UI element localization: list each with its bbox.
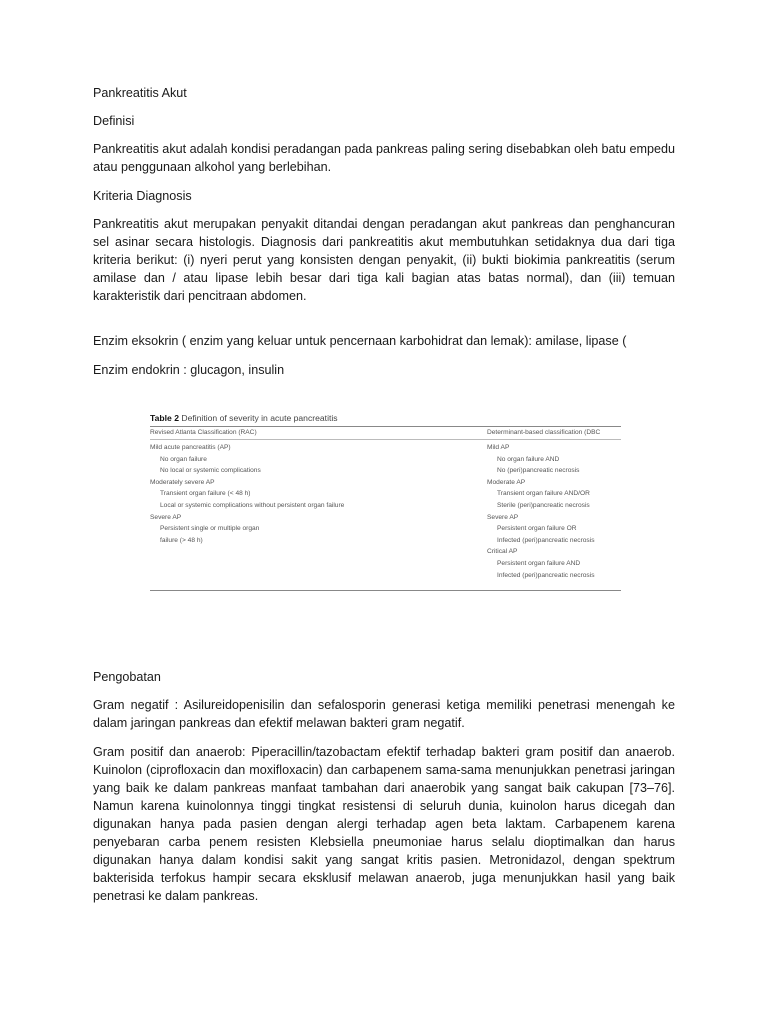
heading-pengobatan: Pengobatan bbox=[93, 670, 161, 684]
dbc-row: Moderate AP bbox=[487, 478, 526, 486]
rac-row: No organ failure bbox=[160, 455, 207, 463]
dbc-row: No (peri)pancreatic necrosis bbox=[497, 467, 580, 475]
dbc-row: Persistent organ failure OR bbox=[497, 525, 577, 533]
dbc-row: Mild AP bbox=[487, 444, 510, 451]
document-page-continued bbox=[93, 668, 675, 916]
rac-row: Transient organ failure (< 48 h) bbox=[160, 490, 251, 498]
rac-row: Severe AP bbox=[150, 513, 182, 521]
table-header-left: Revised Atlanta Classification (RAC) bbox=[150, 429, 257, 436]
rac-row: Local or systemic complications without persistent organ failure bbox=[160, 501, 345, 509]
spacer bbox=[93, 316, 675, 332]
heading-definisi: Definisi bbox=[93, 114, 135, 128]
table-body bbox=[150, 440, 621, 581]
rac-row: Moderately severe AP bbox=[150, 478, 215, 486]
dbc-row: No organ failure AND bbox=[497, 455, 560, 463]
dbc-row: Persistent organ failure AND bbox=[497, 559, 581, 567]
paragraph-gram-positif: Gram positif dan anaerob: Piperacillin/tazobactam efektif terhadap bakteri gram positif dan anaerob. Kuinolon (ciprofloxacin dan moxifloxacin) dan carbapenem sama-sama menunjukkan penetrasi jaringan yang baik ke dalam pankreas manfaat tambahan dari anaerobik yang sangat baik cakupan [73–76]. Namun karena kuinolonnya tinggi tingkat resistensi di seluruh dunia, kuinolon harus dicegah dan digunakan hanya pada pasien dengan alergi terhadap agen beta laktam. Carbapenem karena penyebaran carba penem resisten Klebsiella pneumoniae harus selalu dioptimalkan dan harus digunakan hanya dalam kondisi sakit yang sangat kritis pasien. Metronidazol, dengan spektrum bakterisida terfokus hampir secara eksklusif melawan anaerob, juga menunjukkan hasil yang baik penetrasi ke dalam pankreas. bbox=[93, 745, 675, 903]
dbc-row: Critical AP bbox=[487, 548, 518, 556]
dbc-row: Sterile (peri)pancreatic necrosis bbox=[497, 501, 590, 509]
table-caption bbox=[150, 413, 621, 424]
table-label: Table 2 bbox=[150, 413, 179, 423]
table-column-dbc bbox=[487, 442, 621, 581]
paragraph-enzim-endokrin: Enzim endokrin : glucagon, insulin bbox=[93, 363, 285, 377]
dbc-row: Transient organ failure AND/OR bbox=[497, 490, 590, 498]
dbc-row: Severe AP bbox=[487, 513, 519, 521]
table-header bbox=[150, 427, 621, 439]
severity-table-image bbox=[150, 413, 621, 591]
dbc-row: Infected (peri)pancreatic necrosis bbox=[497, 536, 595, 544]
paragraph-enzim-eksokrin: Enzim eksokrin ( enzim yang keluar untuk pencernaan karbohidrat dan lemak): amilase, lipase ( bbox=[93, 334, 627, 348]
rac-row: Mild acute pancreatitis (AP) bbox=[150, 444, 231, 451]
table-bottom-rule bbox=[150, 590, 621, 591]
paragraph-gram-negatif: Gram negatif : Asilureidopenisilin dan sefalosporin generasi ketiga memiliki penetrasi menengah ke dalam jaringan pankreas dan efektif melawan bakteri gram negatif. bbox=[93, 698, 675, 730]
heading-kriteria-diagnosis: Kriteria Diagnosis bbox=[93, 189, 192, 203]
dbc-row: Infected (peri)pancreatic necrosis bbox=[497, 571, 595, 579]
document-page bbox=[93, 84, 675, 390]
rac-row: No local or systemic complications bbox=[160, 467, 261, 475]
rac-row: failure (> 48 h) bbox=[160, 536, 203, 544]
rac-row: Persistent single or multiple organ bbox=[160, 525, 260, 533]
table-caption-text: Definition of severity in acute pancreatitis bbox=[181, 413, 338, 423]
paragraph-definisi: Pankreatitis akut adalah kondisi peradangan pada pankreas paling sering disebabkan oleh batu empedu atau penggunaan alkohol yang berlebihan. bbox=[93, 142, 675, 174]
table-column-rac bbox=[150, 442, 450, 581]
document-title: Pankreatitis Akut bbox=[93, 86, 187, 100]
paragraph-kriteria-diagnosis: Pankreatitis akut merupakan penyakit ditandai dengan peradangan akut pankreas dan penghancuran sel asinar secara histologis. Diagnosis dari pankreatitis akut membutuhkan setidaknya dua dari tiga kriteria berikut: (i) nyeri perut yang konsisten dengan penyakit, (ii) bukti biokimia pankreatitis (serum amilase dan / atau lipase lebih besar dari tiga kali bagian atas batas normal), dan (iii) temuan karakteristik dari pencitraan abdomen. bbox=[93, 217, 675, 303]
table-header-right: Determinant-based classification (DBC bbox=[487, 429, 601, 436]
